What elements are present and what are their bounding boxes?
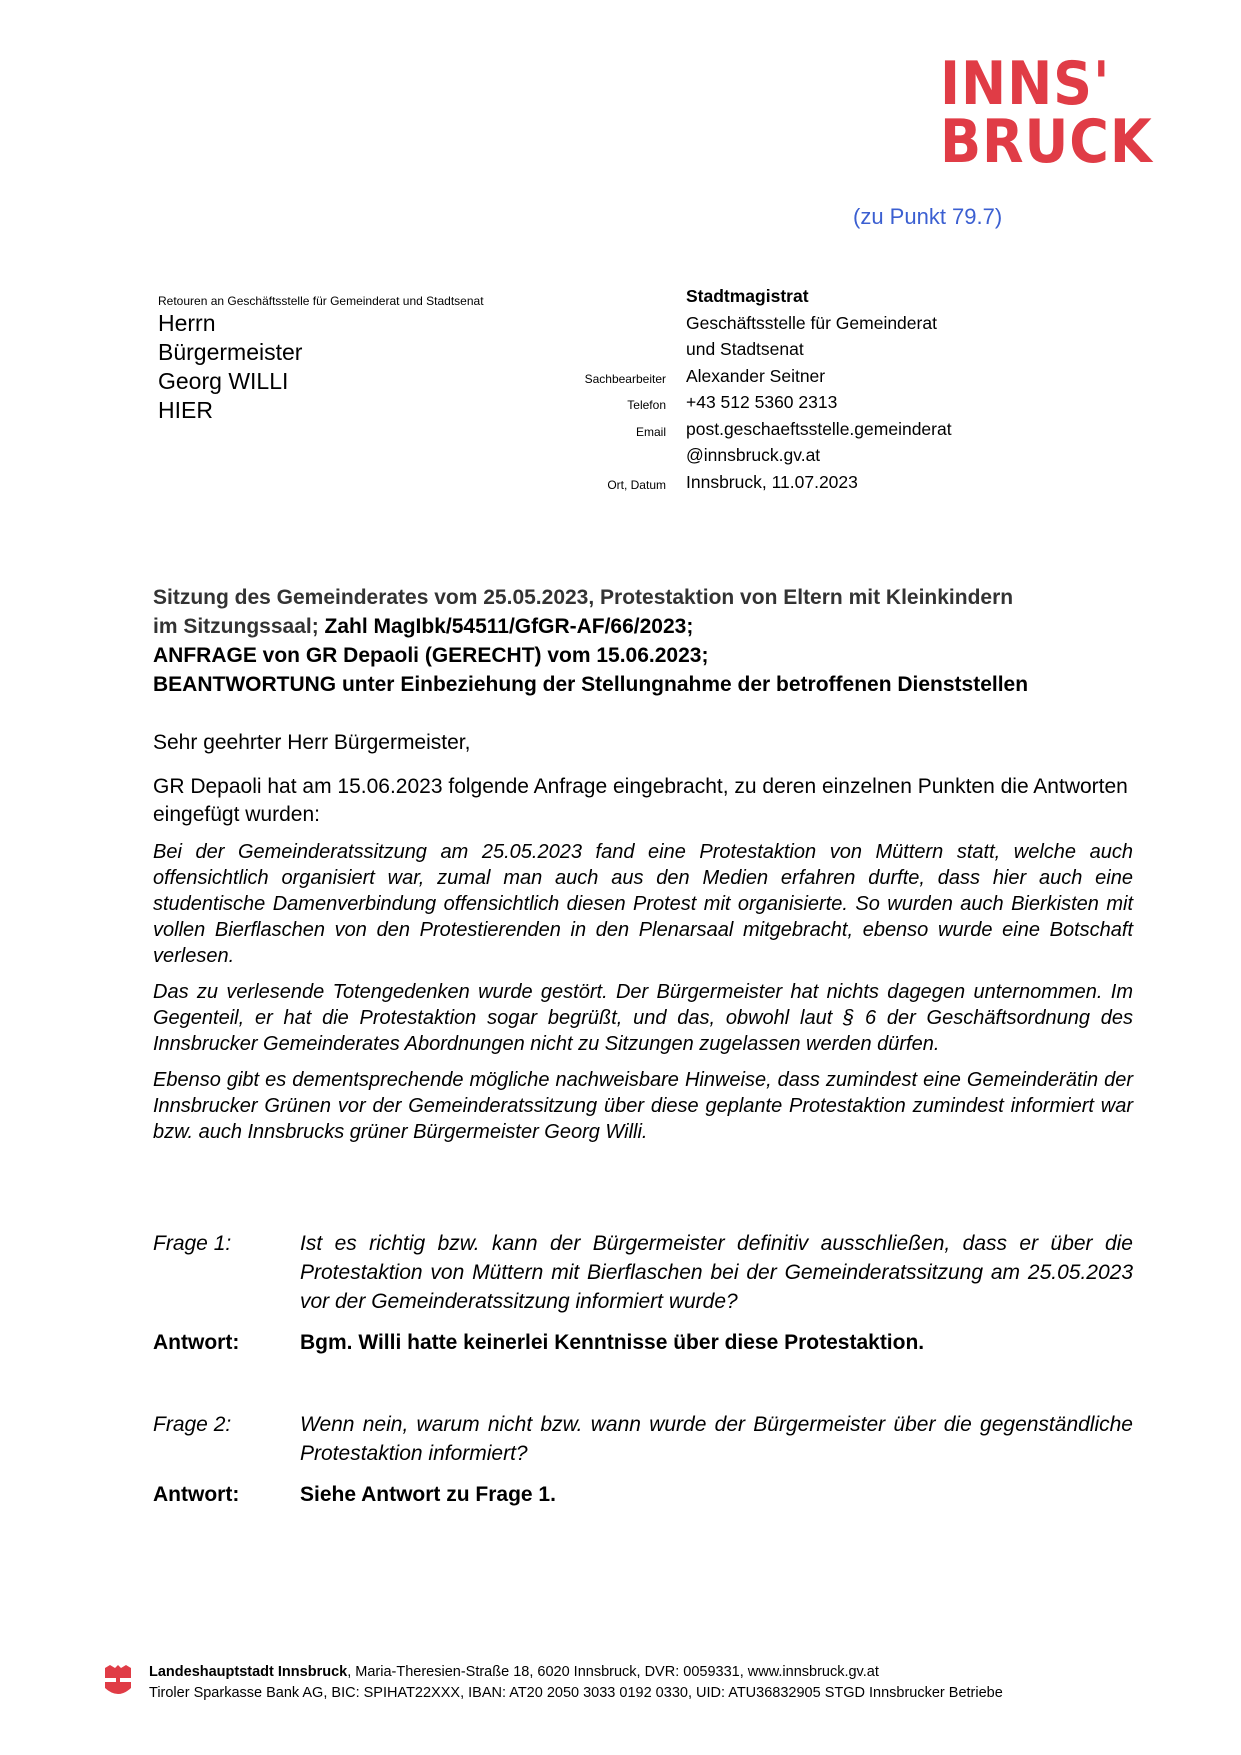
salutation: Sehr geehrter Herr Bürgermeister, [153, 731, 471, 754]
phone-label: Telefon [627, 398, 666, 412]
clerk-name: Alexander Seitner [686, 365, 826, 386]
sender-org: Stadtmagistrat [686, 286, 809, 306]
agenda-note: (zu Punkt 79.7) [853, 204, 1003, 229]
qa-block-2 [153, 1410, 1133, 1509]
place-date: Innsbruck, 11.07.2023 [686, 471, 858, 492]
subject-line-2a: im Sitzungssaal; [153, 615, 319, 638]
footer-bank: Tiroler Sparkasse Bank AG, BIC: SPIHAT22XXX, IBAN: AT20 2050 3033 0192 0330, UID: ATU36832905 STGD Innsbrucker Betriebe [149, 1685, 1003, 1701]
quote-paragraph: Das zu verlesende Totengedenken wurde gestört. Der Bürgermeister hat nichts dagegen unternommen. Im Gegenteil, er hat die Protestaktion sogar begrüßt, und das, obwohl laut § 6 der Geschäftsordnung des Innsbrucker Gemeinderates Abordnungen nicht zu Sitzungen zugelassen werden dürfen. [153, 981, 1133, 1055]
recipient-line: Bürgermeister [158, 339, 303, 365]
logo-line-1: INNS' [940, 49, 1111, 119]
subject-line-1: Sitzung des Gemeinderates vom 25.05.2023, Protestaktion von Eltern mit Kleinkindern [153, 586, 1014, 609]
quote-paragraph: Bei der Gemeinderatssitzung am 25.05.2023 fand eine Protestaktion von Müttern statt, welche auch offensichtlich organisiert war, zumal man auch aus den Medien erfahren durfte, dass hier auch eine studentische Damenverbindung offensichtlich diesen Protest mit organisierte. So wurden auch Bierkisten mit vollen Bierflaschen von den Protestierenden in den Plenarsaal mitgebracht, ebenso wurde eine Botschaft verlesen. [153, 841, 1133, 967]
email-address-2: @innsbruck.gv.at [686, 445, 821, 465]
logo-line-2: BRUCK [940, 107, 1153, 177]
subject-line-3: ANFRAGE von GR Depaoli (GERECHT) vom 15.06.2023; [153, 644, 709, 667]
sender-dept-2: und Stadtsenat [686, 339, 804, 359]
footer-org: Landeshauptstadt Innsbruck [149, 1664, 348, 1680]
intro-paragraph: GR Depaoli hat am 15.06.2023 folgende Anfrage eingebracht, zu deren einzelnen Punkten die Antworten eingefügt wurden: [153, 775, 1128, 826]
subject-line-4: BEANTWORTUNG unter Einbeziehung der Stellungnahme der betroffenen Dienststellen [153, 673, 1029, 696]
recipient-line: HIER [158, 397, 213, 423]
answer-label: Antwort: [153, 1483, 240, 1506]
sender-block [580, 286, 952, 498]
subject-line-2b: Zahl MagIbk/54511/GfGR-AF/66/2023; [318, 615, 694, 638]
footer-address: , Maria-Theresien-Straße 18, 6020 Innsbruck, DVR: 0059331, www.innsbruck.gv.at [347, 1664, 879, 1680]
recipient-line: Georg WILLI [158, 368, 289, 394]
qa-block-1 [153, 1229, 1133, 1357]
return-address: Retouren an Geschäftsstelle für Gemeinderat und Stadtsenat [158, 294, 484, 308]
email-address-1: post.geschaeftsstelle.gemeinderat [686, 418, 952, 439]
sender-dept-1: Geschäftsstelle für Gemeinderat [686, 312, 937, 333]
answer-label: Antwort: [153, 1331, 240, 1354]
quote-paragraph: Ebenso gibt es dementsprechende mögliche nachweisbare Hinweise, dass zumindest eine Gemeinderätin der Innsbrucker Grünen vor der Gemeinderatssitzung über diese geplante Protestaktion zumindest informiert war bzw. auch Innsbrucks grüner Bürgermeister Georg Willi. [153, 1069, 1133, 1143]
phone-number: +43 512 5360 2313 [686, 392, 838, 412]
question-label: Frage 1: [153, 1232, 232, 1255]
recipient-line: Herrn [158, 310, 216, 336]
coat-of-arms-icon [103, 1664, 133, 1698]
city-logo [940, 49, 1153, 177]
place-date-label: Ort, Datum [607, 477, 666, 492]
answer-text: Bgm. Willi hatte keinerlei Kenntnisse über diese Protestaktion. [300, 1331, 925, 1354]
subject [153, 583, 1143, 699]
question-text: Wenn nein, warum nicht bzw. wann wurde der Bürgermeister über die gegenständliche Protestaktion informiert? [300, 1413, 1133, 1465]
letter-body [153, 731, 1133, 1145]
answer-text: Siehe Antwort zu Frage 1. [300, 1483, 556, 1506]
email-label: Email [635, 424, 666, 439]
question-label: Frage 2: [153, 1413, 232, 1436]
clerk-label: Sachbearbeiter [584, 371, 666, 386]
question-text: Ist es richtig bzw. kann der Bürgermeister definitiv ausschließen, dass er über die Protestaktion von Müttern mit Bierflaschen bei der Gemeinderatssitzung am 25.05.2023 vor der Gemeinderatssitzung informiert wurde? [300, 1232, 1133, 1313]
recipient-block [158, 309, 302, 425]
